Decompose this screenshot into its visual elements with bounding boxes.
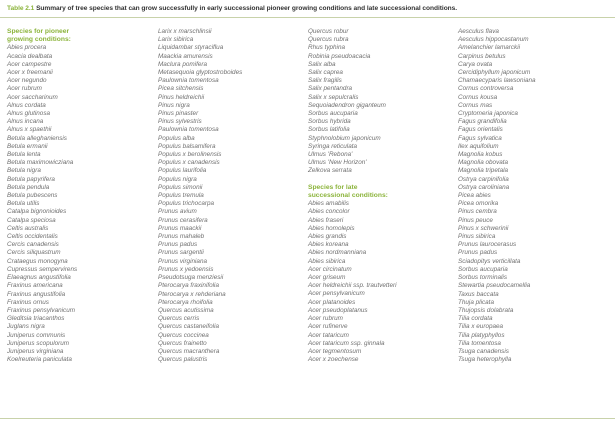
species-name: Acer x freemanii [7, 69, 53, 77]
species-name: Tilia platyphyllos [458, 331, 505, 339]
species-name: Sorbus torminalis [458, 274, 508, 282]
species-name: Sorbus aucuparia [308, 110, 358, 118]
species-name: Acer heldreichii ssp. trautvetteri [308, 282, 397, 290]
pioneer-species-list [158, 28, 242, 364]
species-name: Populus laurifolia [158, 167, 207, 175]
species-name: Cornus controversa [458, 85, 514, 93]
species-name: Larix sibirica [158, 36, 194, 44]
column-2 [158, 28, 242, 364]
species-name: Pinus sylvestris [158, 118, 202, 126]
species-name: Acer pseudoplatanus [308, 306, 368, 314]
species-name: Fagus orientalis [458, 126, 503, 134]
species-name: Betula pendula [7, 183, 50, 191]
species-name: Betula utilis [7, 200, 40, 208]
table-label: Table 2.1 [7, 5, 35, 12]
species-name: Acer saccharinum [7, 93, 58, 101]
species-name: Prunus mahaleb [158, 233, 205, 241]
species-name: Maackia amurensis [158, 52, 213, 60]
species-name: Styphnolobium japonicum [308, 134, 381, 142]
species-name: Paulownia tomentosa [158, 126, 219, 134]
species-name: Tilia cordata [458, 315, 493, 323]
species-name: Abies amabilis [308, 200, 349, 208]
section-gap [308, 176, 397, 184]
species-name: Abies sibirica [308, 257, 346, 265]
species-name: Metasequoia glyptostroboides [158, 69, 243, 77]
species-name: Ostrya carpinifolia [458, 175, 509, 183]
pioneer-species-list [308, 28, 397, 176]
column-1 [7, 28, 77, 364]
species-name: Betula nigra [7, 167, 41, 175]
species-name: Fraxinus pensylvanicum [7, 306, 76, 314]
species-name: Abies concolor [308, 208, 350, 216]
species-name: Pinus heldreichii [158, 93, 205, 101]
species-name: Alnus glutinosa [7, 110, 51, 118]
late-species-list [458, 28, 536, 364]
species-name: Pinus sibirica [458, 233, 496, 241]
species-name: Tsuga canadensis [458, 347, 509, 355]
species-name: Syringa reticulata [308, 142, 358, 150]
column-3 [308, 28, 397, 364]
species-name: Acer rubrum [308, 315, 343, 323]
species-name: Tilia tomentosa [458, 339, 501, 347]
species-name: Aesculus hippocastanum [458, 36, 529, 44]
species-name: Catalpa bignonioides [7, 208, 67, 216]
species-name: Abies grandis [308, 233, 347, 241]
table-caption [7, 5, 607, 12]
species-name: Sorbus aucuparia [458, 265, 508, 273]
species-table [0, 18, 615, 418]
species-name: Fraxinus americana [7, 282, 63, 290]
species-name: Alnus x spaethii [7, 126, 52, 134]
species-name: Magnolia kobus [458, 151, 503, 159]
species-name: Populus nigra [158, 175, 197, 183]
species-name: Prunus laurocerasus [458, 241, 517, 249]
species-name: Acer rubrum [7, 85, 42, 93]
species-name: Ulmus 'New Horizon' [308, 159, 367, 167]
species-name: Prunus maackii [158, 224, 202, 232]
pioneer-heading-line: growing conditions: [7, 36, 71, 44]
species-name: Cercis canadensis [7, 241, 59, 249]
species-name: Thuja plicata [458, 298, 494, 306]
species-name: Prunus virginiana [158, 257, 208, 265]
species-name: Salix fragilis [308, 77, 342, 85]
species-name: Acer platanoides [308, 298, 356, 306]
late-species-list [308, 200, 397, 364]
species-name: Taxus baccata [458, 290, 499, 298]
species-name: Acer rufinerve [308, 323, 348, 331]
species-name: Picea omorika [458, 200, 499, 208]
species-name: Quercus acutissima [158, 306, 214, 314]
species-name: Populus x berolinensis [158, 151, 222, 159]
species-name: Populus balsamifera [158, 142, 216, 150]
species-name: Betula lenta [7, 151, 41, 159]
species-name: Paulownia tomentosa [158, 77, 219, 85]
species-name: Alnus incana [7, 118, 44, 126]
species-name: Pterocarya x rehderiana [158, 290, 226, 298]
species-name: Alnus cordata [7, 101, 46, 109]
species-name: Populus alba [158, 134, 195, 142]
species-name: Pterocarya rhoifolia [158, 298, 213, 306]
species-name: Pinus cembra [458, 208, 497, 216]
species-name: Acer campestre [7, 60, 52, 68]
pioneer-species-list [7, 44, 77, 364]
species-name: Abies nordmanniana [308, 249, 367, 257]
species-name: Salix caprea [308, 69, 343, 77]
species-name: Pseudotsuga menziesii [158, 274, 224, 282]
species-name: Prunus sargentii [158, 249, 204, 257]
species-name: Juniperus virginiana [7, 347, 64, 355]
species-name: Crataegus monogyna [7, 257, 68, 265]
species-name: Quercus macranthera [158, 347, 220, 355]
species-name: Abies fraseri [308, 216, 344, 224]
species-name: Pinus nigra [158, 101, 190, 109]
species-name: Pinus peuce [458, 216, 493, 224]
species-name: Quercus robur [308, 28, 349, 35]
species-name: Cornus mas [458, 101, 493, 109]
species-name: Fagus sylvatica [458, 134, 502, 142]
species-name: Sequoiadendron giganteum [308, 101, 386, 109]
species-name: Prunus x yedoensis [158, 265, 214, 273]
species-name: Prunus avium [158, 208, 197, 216]
species-name: Quercus coccinea [158, 331, 209, 339]
species-name: Prunus cerasifera [158, 216, 208, 224]
species-name: Ostrya caroliniana [458, 183, 510, 191]
species-name: Chamaecyparis lawsoniana [458, 77, 536, 85]
species-name: Tilia x europaea [458, 323, 504, 331]
species-name: Acer x zoechense [308, 356, 359, 364]
species-name: Ulmus 'Rebona' [308, 151, 353, 159]
species-name: Carya ovata [458, 60, 493, 68]
species-name: Acer tataricum [308, 331, 349, 339]
species-name: Salix x sepulcralis [308, 93, 359, 101]
table-caption-text: Summary of tree species that can grow successfully in early successional pioneer growing conditions and late successional conditions. [36, 5, 458, 12]
species-name: Betula alleghaniensis [7, 134, 67, 142]
species-name: Juglans nigra [7, 323, 45, 331]
bottom-rule [0, 418, 615, 419]
species-name: Juniperus communis [7, 331, 66, 339]
species-name: Acer circinatum [308, 265, 352, 273]
species-name: Tsuga heterophylla [458, 356, 512, 364]
species-name: Acer tataricum ssp. ginnala [308, 339, 385, 347]
species-name: Koelreuteria paniculata [7, 356, 72, 364]
species-name: Larix x marschlinsii [158, 28, 212, 35]
species-name: Fraxinus angustifolia [7, 290, 66, 298]
species-name: Maclura pomifera [158, 60, 208, 68]
species-name: Cercis siliquastrum [7, 249, 61, 257]
species-name: Populus x canadensis [158, 159, 220, 167]
species-name: Betula ermanii [7, 142, 48, 150]
species-name: Quercus frainetto [158, 339, 207, 347]
species-name: Picea sitchensis [158, 85, 204, 93]
species-name: Quercus castaneifolia [158, 323, 220, 331]
species-name: Populus tremula [158, 192, 204, 200]
species-name: Cornus kousa [458, 93, 498, 101]
species-name: Abies koreana [308, 241, 349, 249]
column-4 [458, 28, 536, 364]
species-name: Betula pubescens [7, 192, 58, 200]
species-name: Cryptomeria japonica [458, 110, 518, 118]
species-name: Celtis australis [7, 224, 49, 232]
late-heading-line: successional conditions: [308, 192, 388, 200]
species-name: Juniperus scopulorum [7, 339, 70, 347]
species-name: Zelkova serrata [308, 167, 352, 175]
species-name: Prunus padus [158, 241, 198, 249]
species-name: Cupressus sempervirens [7, 265, 78, 273]
species-name: Celtis occidentalis [7, 233, 58, 241]
species-name: Gleditsia triacanthos [7, 315, 65, 323]
species-name: Acer pensylvanicum [308, 290, 365, 298]
species-name: Amelanchier lamarckii [458, 44, 521, 52]
species-name: Sciadopitys verticillata [458, 257, 521, 265]
species-name: Abies homolepis [308, 224, 355, 232]
species-name: Pterocarya fraxinifolia [158, 282, 219, 290]
species-name: Elaeagnus angustifolia [7, 274, 71, 282]
species-name: Sorbus latifolia [308, 126, 350, 134]
species-name: Aesculus flava [458, 28, 499, 35]
species-name: Abies procera [7, 44, 47, 52]
species-name: Ilex aquifolium [458, 142, 499, 150]
late-heading-line: Species for late [308, 183, 358, 191]
species-name: Acer griseum [308, 274, 346, 282]
species-name: Catalpa speciosa [7, 216, 56, 224]
species-name: Picea abies [458, 192, 491, 200]
species-name: Acer tegmentosum [308, 347, 362, 355]
species-name: Salix alba [308, 60, 336, 68]
species-name: Quercus palustris [158, 356, 208, 364]
species-name: Acacia dealbata [7, 52, 53, 60]
species-name: Magnolia obovata [458, 159, 509, 167]
species-name: Quercus rubra [308, 36, 349, 44]
species-name: Rhus typhina [308, 44, 346, 52]
pioneer-heading-line: Species for pioneer [7, 28, 70, 35]
species-name: Sorbus hybrida [308, 118, 351, 126]
species-name: Betula maximowicziana [7, 159, 74, 167]
species-name: Thujopsis dolabrata [458, 306, 514, 314]
species-name: Prunus padus [458, 249, 498, 257]
species-name: Quercus cerris [158, 315, 200, 323]
species-name: Stewartia pseudocamellia [458, 282, 531, 290]
species-name: Salix pentandra [308, 85, 353, 93]
species-name: Cercidiphyllum japonicum [458, 69, 531, 77]
species-name: Betula papyrifera [7, 175, 55, 183]
species-name: Populus simonii [158, 183, 203, 191]
species-name: Magnolia tripetala [458, 167, 509, 175]
species-name: Fagus grandifolia [458, 118, 507, 126]
species-name: Pinus pinaster [158, 110, 199, 118]
species-name: Fraxinus ornus [7, 298, 49, 306]
species-name: Robinia pseudoacacia [308, 52, 371, 60]
species-name: Carpinus betulus [458, 52, 506, 60]
species-name: Liquidambar styraciflua [158, 44, 224, 52]
species-name: Pinus x schwerinii [458, 224, 509, 232]
species-name: Populus trichocarpa [158, 200, 215, 208]
species-name: Acer negundo [7, 77, 47, 85]
